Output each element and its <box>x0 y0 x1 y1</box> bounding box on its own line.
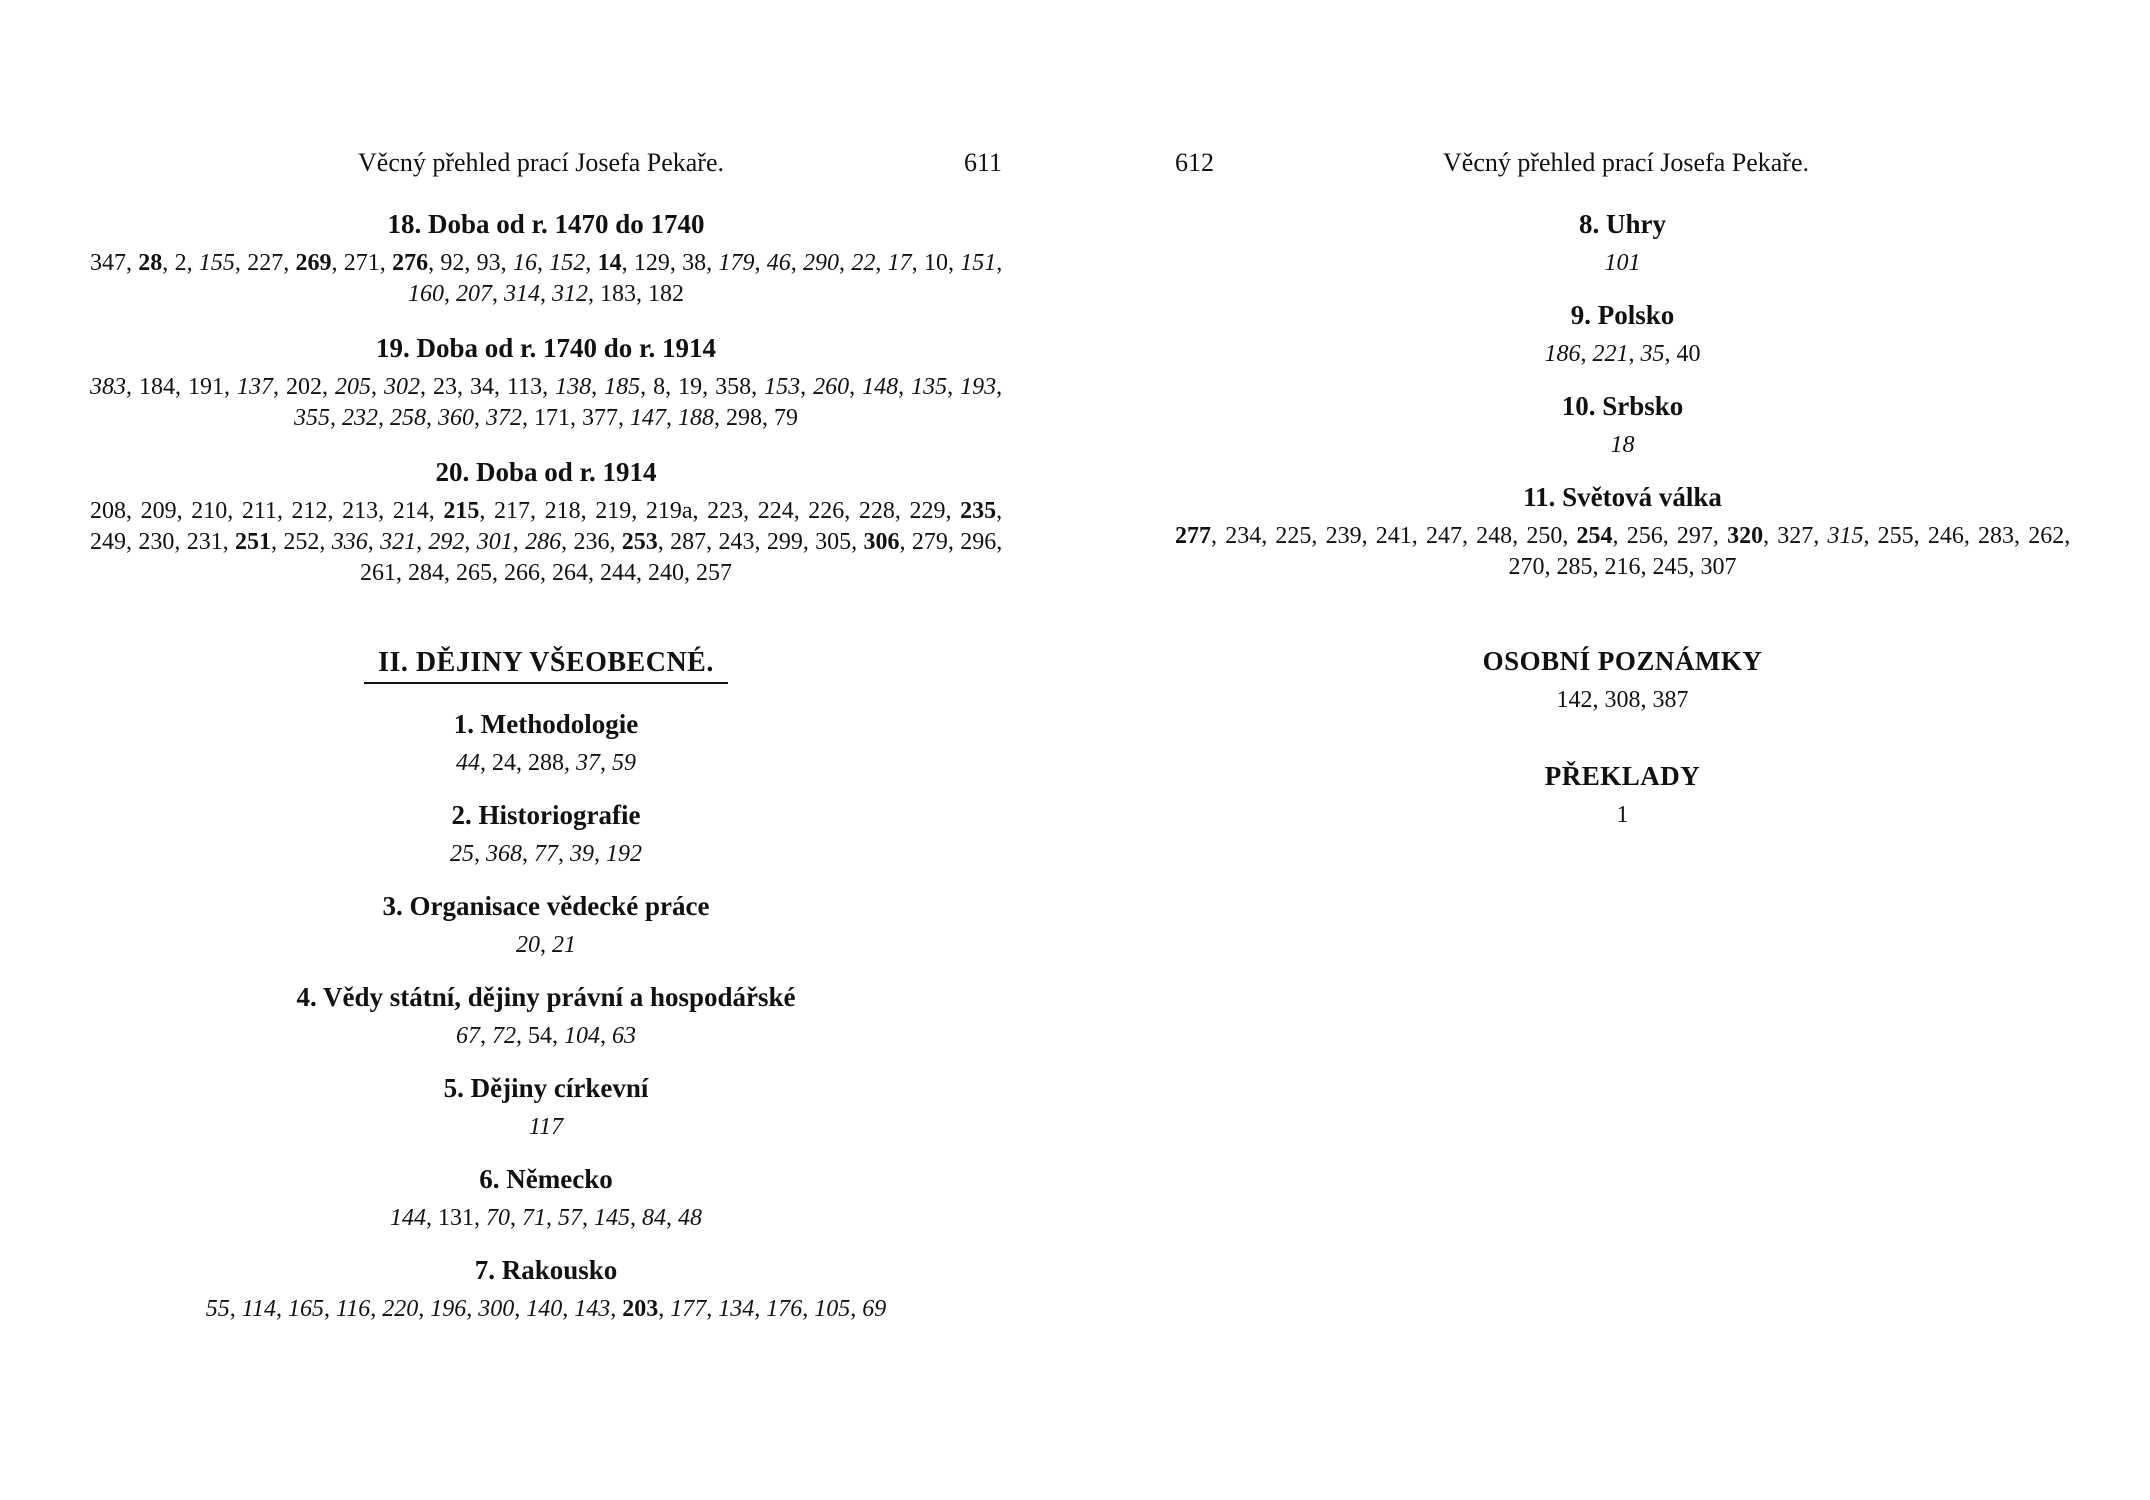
reference-number: 248 <box>1476 523 1513 549</box>
reference-number: 261 <box>360 560 396 586</box>
reference-number: 22 <box>851 250 876 276</box>
reference-number: 258 <box>390 405 426 431</box>
reference-number: 336 <box>331 529 368 555</box>
reference-number: 270 <box>1508 554 1545 580</box>
reference-number: 372 <box>486 405 522 431</box>
reference-number: 243 <box>718 529 755 555</box>
reference-number: 79 <box>774 405 798 431</box>
reference-number: 196 <box>430 1296 467 1322</box>
reference-number: 297 <box>1676 523 1713 549</box>
reference-number: 35 <box>1640 341 1665 367</box>
section-heading: 8. Uhry <box>1579 209 1666 239</box>
reference-number: 191 <box>188 374 224 400</box>
section-18 <box>90 206 1002 310</box>
reference-number: 37 <box>576 750 600 776</box>
reference-number: 239 <box>1325 523 1362 549</box>
spacer <box>1175 603 2070 643</box>
reference-number: 244 <box>600 560 636 586</box>
reference-number: 192 <box>606 841 642 867</box>
reference-number: 262 <box>2028 523 2065 549</box>
section-organisace <box>90 888 1002 961</box>
left-page-number: 611 <box>963 148 1002 177</box>
section-heading: 4. Vědy státní, dějiny právní a hospodářské <box>296 982 796 1012</box>
reference-number: 221 <box>1592 341 1629 367</box>
reference-number: 307 <box>1700 554 1737 580</box>
reference-number: 299 <box>766 529 803 555</box>
reference-number: 131 <box>438 1205 474 1231</box>
reference-number: 256 <box>1626 523 1663 549</box>
reference-number: 210 <box>191 498 228 524</box>
reference-number: 205 <box>335 374 371 400</box>
reference-number: 155 <box>198 250 235 276</box>
reference-number: 39 <box>570 841 594 867</box>
reference-number: 245 <box>1652 554 1689 580</box>
reference-number: 144 <box>390 1205 426 1231</box>
reference-number: 40 <box>1676 341 1701 367</box>
reference-number: 70 <box>486 1205 510 1231</box>
reference-number: 25 <box>450 841 474 867</box>
reference-number: 266 <box>504 560 540 586</box>
reference-number: 260 <box>813 374 850 400</box>
section-heading: 1. Methodologie <box>453 709 639 739</box>
section-refs: 25, 368, 77, 39, 192 <box>450 841 642 867</box>
section-19 <box>90 330 1002 434</box>
reference-number: 230 <box>138 529 175 555</box>
section-preklady <box>1175 758 2070 831</box>
reference-number: 160 <box>408 281 444 307</box>
reference-number: 246 <box>1927 523 1964 549</box>
reference-number: 301 <box>476 529 513 555</box>
reference-number: 321 <box>380 529 417 555</box>
reference-number: 251 <box>235 529 272 555</box>
reference-number: 2 <box>174 250 187 276</box>
reference-number: 152 <box>549 250 586 276</box>
reference-number: 257 <box>696 560 732 586</box>
reference-number: 104 <box>564 1023 600 1049</box>
notes-refs: 142, 308, 387 <box>1556 687 1689 713</box>
reference-number: 286 <box>525 529 562 555</box>
reference-number: 250 <box>1526 523 1563 549</box>
reference-number: 312 <box>552 281 588 307</box>
reference-number: 77 <box>534 841 558 867</box>
reference-number: 183 <box>600 281 636 307</box>
reference-number: 229 <box>909 498 946 524</box>
part-heading-wrap <box>90 609 1002 706</box>
reference-number: 284 <box>408 560 444 586</box>
reference-number: 138 <box>555 374 592 400</box>
reference-number: 184 <box>139 374 175 400</box>
left-content <box>90 206 1002 1343</box>
reference-number: 292 <box>428 529 465 555</box>
reference-number: 228 <box>858 498 895 524</box>
section-refs: 20, 21 <box>516 932 576 958</box>
section-rakousko <box>90 1252 1002 1325</box>
reference-number: 14 <box>597 250 622 276</box>
reference-number: 296 <box>960 529 997 555</box>
reference-number: 265 <box>456 560 492 586</box>
reference-number: 219 <box>595 498 632 524</box>
reference-number: 101 <box>1604 250 1641 276</box>
reference-number: 277 <box>1175 523 1211 549</box>
reference-number: 211 <box>241 498 277 524</box>
reference-number: 28 <box>138 250 163 276</box>
section-polsko <box>1175 297 2070 370</box>
reference-number: 271 <box>343 250 380 276</box>
section-methodologie <box>90 706 1002 779</box>
section-refs: 383, 184, 191, 137, 202, 205, 302, 23, 34, 113, 138, 185, 8, 19, 358, 153, 260, 148, 135, 193, 355, 232, 258, 360, 372, 171, 377, 147, 188, 298, 79 <box>90 374 1003 431</box>
reference-number: 134 <box>718 1296 755 1322</box>
reference-number: 44 <box>456 750 480 776</box>
section-heading: 11. Světová válka <box>1523 482 1722 512</box>
reference-number: 129 <box>633 250 670 276</box>
reference-number: 57 <box>558 1205 582 1231</box>
reference-number: 212 <box>291 498 328 524</box>
reference-number: 226 <box>808 498 845 524</box>
reference-number: 16 <box>512 250 537 276</box>
section-heading: 10. Srbsko <box>1561 391 1684 421</box>
reference-number: 234 <box>1225 523 1262 549</box>
reference-number: 18 <box>1610 432 1635 458</box>
reference-number: 320 <box>1727 523 1764 549</box>
reference-number: 116 <box>336 1296 371 1322</box>
reference-number: 209 <box>140 498 177 524</box>
reference-number: 306 <box>863 529 900 555</box>
section-dejiny-cirkevni <box>90 1070 1002 1143</box>
reference-number: 377 <box>582 405 618 431</box>
section-heading: 20. Doba od r. 1914 <box>435 457 657 487</box>
reference-number: 276 <box>392 250 429 276</box>
reference-number: 135 <box>911 374 948 400</box>
left-page <box>90 0 1002 1500</box>
reference-number: 254 <box>1576 523 1613 549</box>
spacer <box>1175 736 2070 758</box>
reference-number: 38 <box>682 250 707 276</box>
reference-number: 355 <box>294 405 330 431</box>
right-running-head <box>1175 148 2070 182</box>
reference-number: 288 <box>528 750 564 776</box>
reference-number: 241 <box>1375 523 1412 549</box>
section-vedy-statni <box>90 979 1002 1052</box>
reference-number: 264 <box>552 560 588 586</box>
section-refs <box>90 1112 1002 1143</box>
reference-number: 269 <box>295 250 332 276</box>
reference-number: 216 <box>1604 554 1641 580</box>
reference-number: 219a <box>645 498 693 524</box>
reference-number: 72 <box>492 1023 516 1049</box>
reference-number: 208 <box>90 498 126 524</box>
reference-number: 232 <box>342 405 378 431</box>
right-page-number: 612 <box>1175 148 1214 177</box>
reference-number: 114 <box>241 1296 276 1322</box>
reference-number: 279 <box>911 529 948 555</box>
reference-number: 165 <box>288 1296 324 1322</box>
reference-number: 240 <box>648 560 684 586</box>
reference-number: 105 <box>814 1296 851 1322</box>
reference-number: 17 <box>887 250 912 276</box>
section-refs <box>1175 430 2070 461</box>
reference-number: 147 <box>630 405 666 431</box>
section-refs <box>1175 248 2070 279</box>
reference-number: 315 <box>1827 523 1864 549</box>
reference-number: 153 <box>764 374 801 400</box>
notes-heading: OSOBNÍ POZNÁMKY <box>1482 646 1763 676</box>
section-heading: 6. Německo <box>479 1164 613 1194</box>
reference-number: 193 <box>960 374 997 400</box>
reference-number: 358 <box>715 374 752 400</box>
reference-number: 182 <box>648 281 684 307</box>
reference-number: 8 <box>653 374 666 400</box>
reference-number: 171 <box>534 405 570 431</box>
reference-number: 71 <box>522 1205 546 1231</box>
translations-refs: 1 <box>1616 802 1629 828</box>
reference-number: 302 <box>384 374 420 400</box>
right-running-title: Věcný přehled prací Josefa Pekaře. <box>1443 148 1809 177</box>
reference-number: 54 <box>528 1023 552 1049</box>
reference-number: 92 <box>440 250 465 276</box>
reference-number: 249 <box>90 529 126 555</box>
reference-number: 347 <box>90 250 126 276</box>
section-heading: 3. Organisace vědecké práce <box>382 891 710 921</box>
section-refs: 208, 209, 210, 211, 212, 213, 214, 215, 217, 218, 219, 219a, 223, 224, 226, 228, 229, 235, 249, 230, 231, 251, 252, 336, 321, 292, 301, 286, 236, 253, 287, 243, 299, 305, 306, 279, 296, 261, 284, 265, 266, 264, 244, 240, 257 <box>90 498 1003 586</box>
reference-number: 247 <box>1425 523 1462 549</box>
reference-number: 151 <box>960 250 997 276</box>
section-heading: 2. Historiografie <box>451 800 641 830</box>
reference-number: 235 <box>960 498 997 524</box>
reference-number: 46 <box>766 250 791 276</box>
reference-number: 48 <box>678 1205 702 1231</box>
reference-number: 327 <box>1777 523 1814 549</box>
section-heading: 5. Dějiny církevní <box>443 1073 649 1103</box>
section-refs: 277, 234, 225, 239, 241, 247, 248, 250, 254, 256, 297, 320, 327, 315, 255, 246, 283, 262, 270, 285, 216, 245, 307 <box>1175 523 2071 580</box>
reference-number: 255 <box>1877 523 1914 549</box>
reference-number: 207 <box>456 281 492 307</box>
reference-number: 34 <box>470 374 494 400</box>
reference-number: 220 <box>382 1296 419 1322</box>
reference-number: 69 <box>862 1296 887 1322</box>
reference-number: 227 <box>247 250 284 276</box>
reference-number: 236 <box>573 529 610 555</box>
section-svetova-valka <box>1175 479 2070 583</box>
reference-number: 148 <box>862 374 899 400</box>
reference-number: 383 <box>90 374 126 400</box>
reference-number: 285 <box>1556 554 1593 580</box>
reference-number: 314 <box>504 281 540 307</box>
reference-number: 179 <box>718 250 755 276</box>
reference-number: 298 <box>726 405 762 431</box>
reference-number: 140 <box>526 1296 563 1322</box>
reference-number: 10 <box>923 250 948 276</box>
reference-number: 20 <box>516 932 540 958</box>
section-heading: 18. Doba od r. 1470 do 1740 <box>387 209 705 239</box>
section-refs: 44, 24, 288, 37, 59 <box>456 750 636 776</box>
reference-number: 59 <box>612 750 636 776</box>
left-running-head <box>90 148 1002 182</box>
reference-number: 55 <box>205 1296 230 1322</box>
reference-number: 67 <box>456 1023 480 1049</box>
reference-number: 225 <box>1275 523 1312 549</box>
translations-heading: PŘEKLADY <box>1544 761 1701 791</box>
part-heading: II. DĚJINY VŠEOBECNÉ. <box>364 647 728 684</box>
reference-number: 224 <box>757 498 794 524</box>
left-running-title: Věcný přehled prací Josefa Pekaře. <box>358 148 724 177</box>
section-refs: 144, 131, 70, 71, 57, 145, 84, 48 <box>390 1205 702 1231</box>
reference-number: 176 <box>766 1296 803 1322</box>
reference-number: 188 <box>678 405 714 431</box>
reference-number: 113 <box>507 374 543 400</box>
section-osobni-poznamky <box>1175 643 2070 716</box>
section-heading: 7. Rakousko <box>474 1255 618 1285</box>
section-refs: 186, 221, 35, 40 <box>1544 341 1701 367</box>
reference-number: 143 <box>574 1296 611 1322</box>
reference-number: 203 <box>622 1296 659 1322</box>
reference-number: 24 <box>492 750 516 776</box>
reference-number: 231 <box>186 529 223 555</box>
section-refs: 347, 28, 2, 155, 227, 269, 271, 276, 92, 93, 16, 152, 14, 129, 38, 179, 46, 290, 22, 17, 10, 151, 160, 207, 314, 312, 183, 182 <box>90 250 1003 307</box>
reference-number: 213 <box>342 498 379 524</box>
reference-number: 252 <box>283 529 320 555</box>
reference-number: 217 <box>493 498 530 524</box>
reference-number: 93 <box>476 250 501 276</box>
right-page <box>1175 0 2070 1500</box>
reference-number: 360 <box>438 405 474 431</box>
reference-number: 305 <box>815 529 852 555</box>
reference-number: 218 <box>544 498 581 524</box>
reference-number: 21 <box>552 932 576 958</box>
reference-number: 145 <box>594 1205 630 1231</box>
section-heading: 9. Polsko <box>1570 300 1675 330</box>
reference-number: 117 <box>528 1114 564 1140</box>
reference-number: 290 <box>803 250 840 276</box>
reference-number: 137 <box>237 374 273 400</box>
section-nemecko <box>90 1161 1002 1234</box>
section-srbsko <box>1175 388 2070 461</box>
reference-number: 19 <box>678 374 703 400</box>
reference-number: 214 <box>392 498 429 524</box>
reference-number: 202 <box>286 374 322 400</box>
reference-number: 63 <box>612 1023 636 1049</box>
reference-number: 23 <box>433 374 457 400</box>
reference-number: 283 <box>1978 523 2014 549</box>
section-heading: 19. Doba od r. 1740 do r. 1914 <box>375 333 717 363</box>
reference-number: 185 <box>604 374 641 400</box>
reference-number: 300 <box>478 1296 515 1322</box>
reference-number: 84 <box>642 1205 666 1231</box>
reference-number: 253 <box>621 529 658 555</box>
reference-number: 215 <box>443 498 480 524</box>
section-refs: 67, 72, 54, 104, 63 <box>456 1023 636 1049</box>
reference-number: 186 <box>1544 341 1581 367</box>
reference-number: 177 <box>670 1296 707 1322</box>
section-refs: 55, 114, 165, 116, 220, 196, 300, 140, 143, 203, 177, 134, 176, 105, 69 <box>205 1296 887 1322</box>
section-uhry <box>1175 206 2070 279</box>
reference-number: 287 <box>670 529 707 555</box>
section-20 <box>90 454 1002 589</box>
right-content <box>1175 206 2070 851</box>
section-historiografie <box>90 797 1002 870</box>
reference-number: 223 <box>707 498 744 524</box>
reference-number: 368 <box>486 841 522 867</box>
